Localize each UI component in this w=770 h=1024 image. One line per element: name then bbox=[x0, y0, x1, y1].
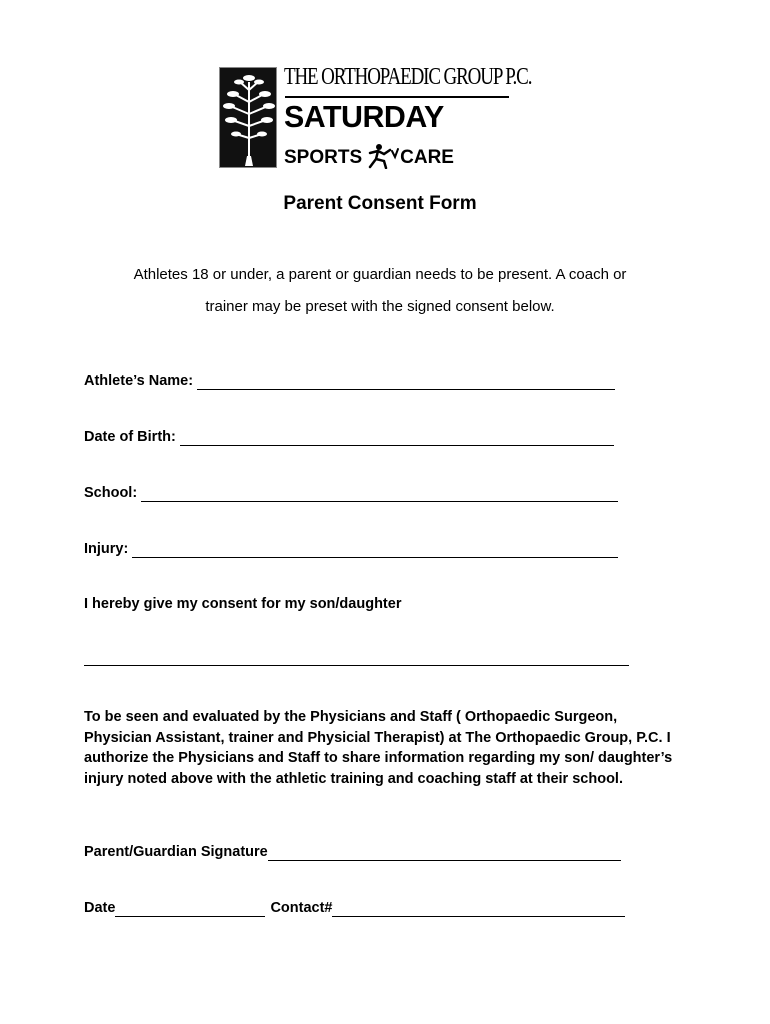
school-blank[interactable] bbox=[141, 488, 618, 502]
logo-sports-care bbox=[284, 141, 454, 167]
date-of-birth-label: Date of Birth: bbox=[84, 429, 176, 445]
date-label: Date bbox=[84, 900, 116, 916]
injury-field[interactable] bbox=[84, 540, 618, 558]
athlete-name-label: Athlete’s Name: bbox=[84, 373, 194, 389]
athlete-name-blank[interactable] bbox=[197, 376, 615, 390]
logo-saturday: SATURDAY bbox=[284, 99, 444, 134]
injury-blank[interactable] bbox=[132, 544, 618, 558]
son-daughter-name-blank[interactable] bbox=[84, 665, 629, 666]
signature-label: Parent/Guardian Signature bbox=[84, 844, 268, 860]
date-of-birth-field[interactable] bbox=[84, 428, 614, 446]
school-label: School: bbox=[84, 485, 138, 501]
authorization-paragraph: To be seen and evaluated by the Physicians and Staff ( Orthopaedic Surgeon, Physician Assistant, trainer and Physicial Therapist) at The Orthopaedic Group, P.C. I authorize the Physicians and Staff to share information regarding my son/ daughter’s injury noted above with the athletic training and coaching staff at their school. bbox=[84, 709, 673, 787]
intro-line-2: trainer may be preset with the signed consent below. bbox=[205, 298, 555, 315]
form-title: Parent Consent Form bbox=[283, 193, 477, 214]
injury-label: Injury: bbox=[84, 541, 129, 557]
runner-icon bbox=[362, 143, 400, 169]
consent-statement: I hereby give my consent for my son/daughter bbox=[84, 596, 402, 612]
school-field[interactable] bbox=[84, 484, 618, 502]
date-blank[interactable] bbox=[115, 903, 265, 917]
signature-field[interactable] bbox=[84, 843, 621, 861]
company-logo bbox=[219, 64, 532, 170]
tree-logo-icon bbox=[219, 67, 277, 168]
contact-blank[interactable] bbox=[332, 903, 625, 917]
contact-label: Contact# bbox=[270, 900, 333, 916]
intro-line-1: Athletes 18 or under, a parent or guardian needs to be present. A coach or bbox=[133, 266, 627, 283]
logo-divider bbox=[285, 96, 509, 98]
athlete-name-field[interactable] bbox=[84, 372, 615, 390]
date-contact-field[interactable] bbox=[84, 899, 625, 917]
logo-company-name: THE ORTHOPAEDIC GROUP P.C. bbox=[284, 64, 532, 90]
signature-blank[interactable] bbox=[268, 847, 621, 861]
logo-care-text: CARE bbox=[400, 147, 454, 168]
date-of-birth-blank[interactable] bbox=[180, 432, 614, 446]
logo-sports-text: SPORTS bbox=[284, 147, 363, 168]
